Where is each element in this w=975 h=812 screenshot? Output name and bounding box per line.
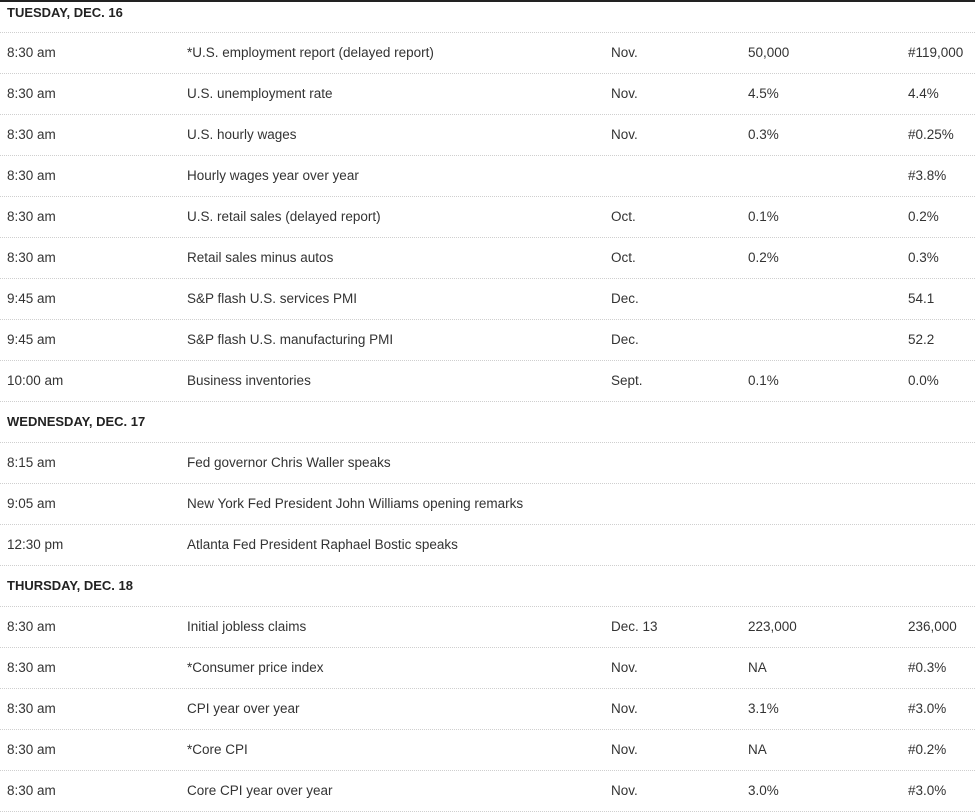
event-cell: Hourly wages year over year [187,168,359,183]
event-cell: Atlanta Fed President Raphael Bostic speaks [187,537,458,552]
table-row [0,156,975,197]
event-cell: Initial jobless claims [187,619,307,634]
event-cell: *Consumer price index [187,660,324,675]
time-cell: 8:30 am [7,127,56,142]
previous-cell: 0.3% [908,250,939,265]
event-cell: Retail sales minus autos [187,250,334,265]
period-cell: Nov. [611,45,638,60]
event-cell: *Core CPI [187,742,248,757]
table-row [0,484,975,525]
period-cell: Sept. [611,373,643,388]
table-row [0,74,975,115]
period-cell: Oct. [611,209,636,224]
period-cell: Oct. [611,250,636,265]
period-cell: Nov. [611,783,638,798]
period-cell: Nov. [611,86,638,101]
table-row [0,33,975,74]
event-cell: S&P flash U.S. services PMI [187,291,358,306]
time-cell: 8:30 am [7,619,56,634]
period-cell: Dec. [611,332,639,347]
time-cell: 12:30 pm [7,537,64,552]
event-cell: U.S. unemployment rate [187,86,333,101]
table-row [0,320,975,361]
time-cell: 8:30 am [7,168,56,183]
time-cell: 8:30 am [7,783,56,798]
event-cell: *U.S. employment report (delayed report) [187,45,434,60]
previous-cell: 52.2 [908,332,935,347]
table-row [0,361,975,402]
event-cell: Core CPI year over year [187,783,333,798]
forecast-cell: 3.1% [748,701,779,716]
time-cell: 9:05 am [7,496,56,511]
previous-cell: 0.0% [908,373,939,388]
forecast-cell: 0.2% [748,250,779,265]
time-cell: 9:45 am [7,291,56,306]
table-row [0,730,975,771]
previous-cell: 54.1 [908,291,935,306]
table-row [0,238,975,279]
time-cell: 8:30 am [7,209,56,224]
day-header: THURSDAY, DEC. 18 [0,566,975,607]
previous-cell: 0.2% [908,209,939,224]
previous-cell: #0.25% [908,127,954,142]
previous-cell: 4.4% [908,86,939,101]
table-row [0,689,975,730]
previous-cell: #3.0% [908,701,947,716]
day-header: WEDNESDAY, DEC. 17 [0,402,975,443]
table-row [0,525,975,566]
event-cell: Business inventories [187,373,311,388]
time-cell: 8:30 am [7,86,56,101]
event-cell: U.S. hourly wages [187,127,297,142]
period-cell: Dec. [611,291,639,306]
forecast-cell: 3.0% [748,783,779,798]
time-cell: 8:30 am [7,45,56,60]
time-cell: 8:30 am [7,701,56,716]
time-cell: 8:30 am [7,742,56,757]
previous-cell: #3.8% [908,168,947,183]
period-cell: Nov. [611,127,638,142]
table-row [0,443,975,484]
time-cell: 9:45 am [7,332,56,347]
time-cell: 8:30 am [7,250,56,265]
previous-cell: 236,000 [908,619,957,634]
table-row [0,279,975,320]
table-row [0,115,975,156]
event-cell: CPI year over year [187,701,300,716]
period-cell: Dec. 13 [611,619,658,634]
period-cell: Nov. [611,701,638,716]
event-cell: S&P flash U.S. manufacturing PMI [187,332,394,347]
time-cell: 8:30 am [7,660,56,675]
previous-cell: #119,000 [908,45,964,60]
previous-cell: #3.0% [908,783,947,798]
table-row [0,197,975,238]
table-row [0,648,975,689]
event-cell: New York Fed President John Williams opening remarks [187,496,524,511]
forecast-cell: NA [748,660,767,675]
forecast-cell: 0.3% [748,127,779,142]
forecast-cell: 223,000 [748,619,797,634]
forecast-cell: NA [748,742,767,757]
forecast-cell: 0.1% [748,373,779,388]
forecast-cell: 50,000 [748,45,790,60]
period-cell: Nov. [611,742,638,757]
forecast-cell: 0.1% [748,209,779,224]
time-cell: 8:15 am [7,455,56,470]
previous-cell: #0.3% [908,660,947,675]
table-row [0,771,975,812]
table-row [0,607,975,648]
day-header: TUESDAY, DEC. 16 [0,2,975,33]
previous-cell: #0.2% [908,742,947,757]
event-cell: Fed governor Chris Waller speaks [187,455,391,470]
time-cell: 10:00 am [7,373,64,388]
period-cell: Nov. [611,660,638,675]
event-cell: U.S. retail sales (delayed report) [187,209,381,224]
forecast-cell: 4.5% [748,86,779,101]
